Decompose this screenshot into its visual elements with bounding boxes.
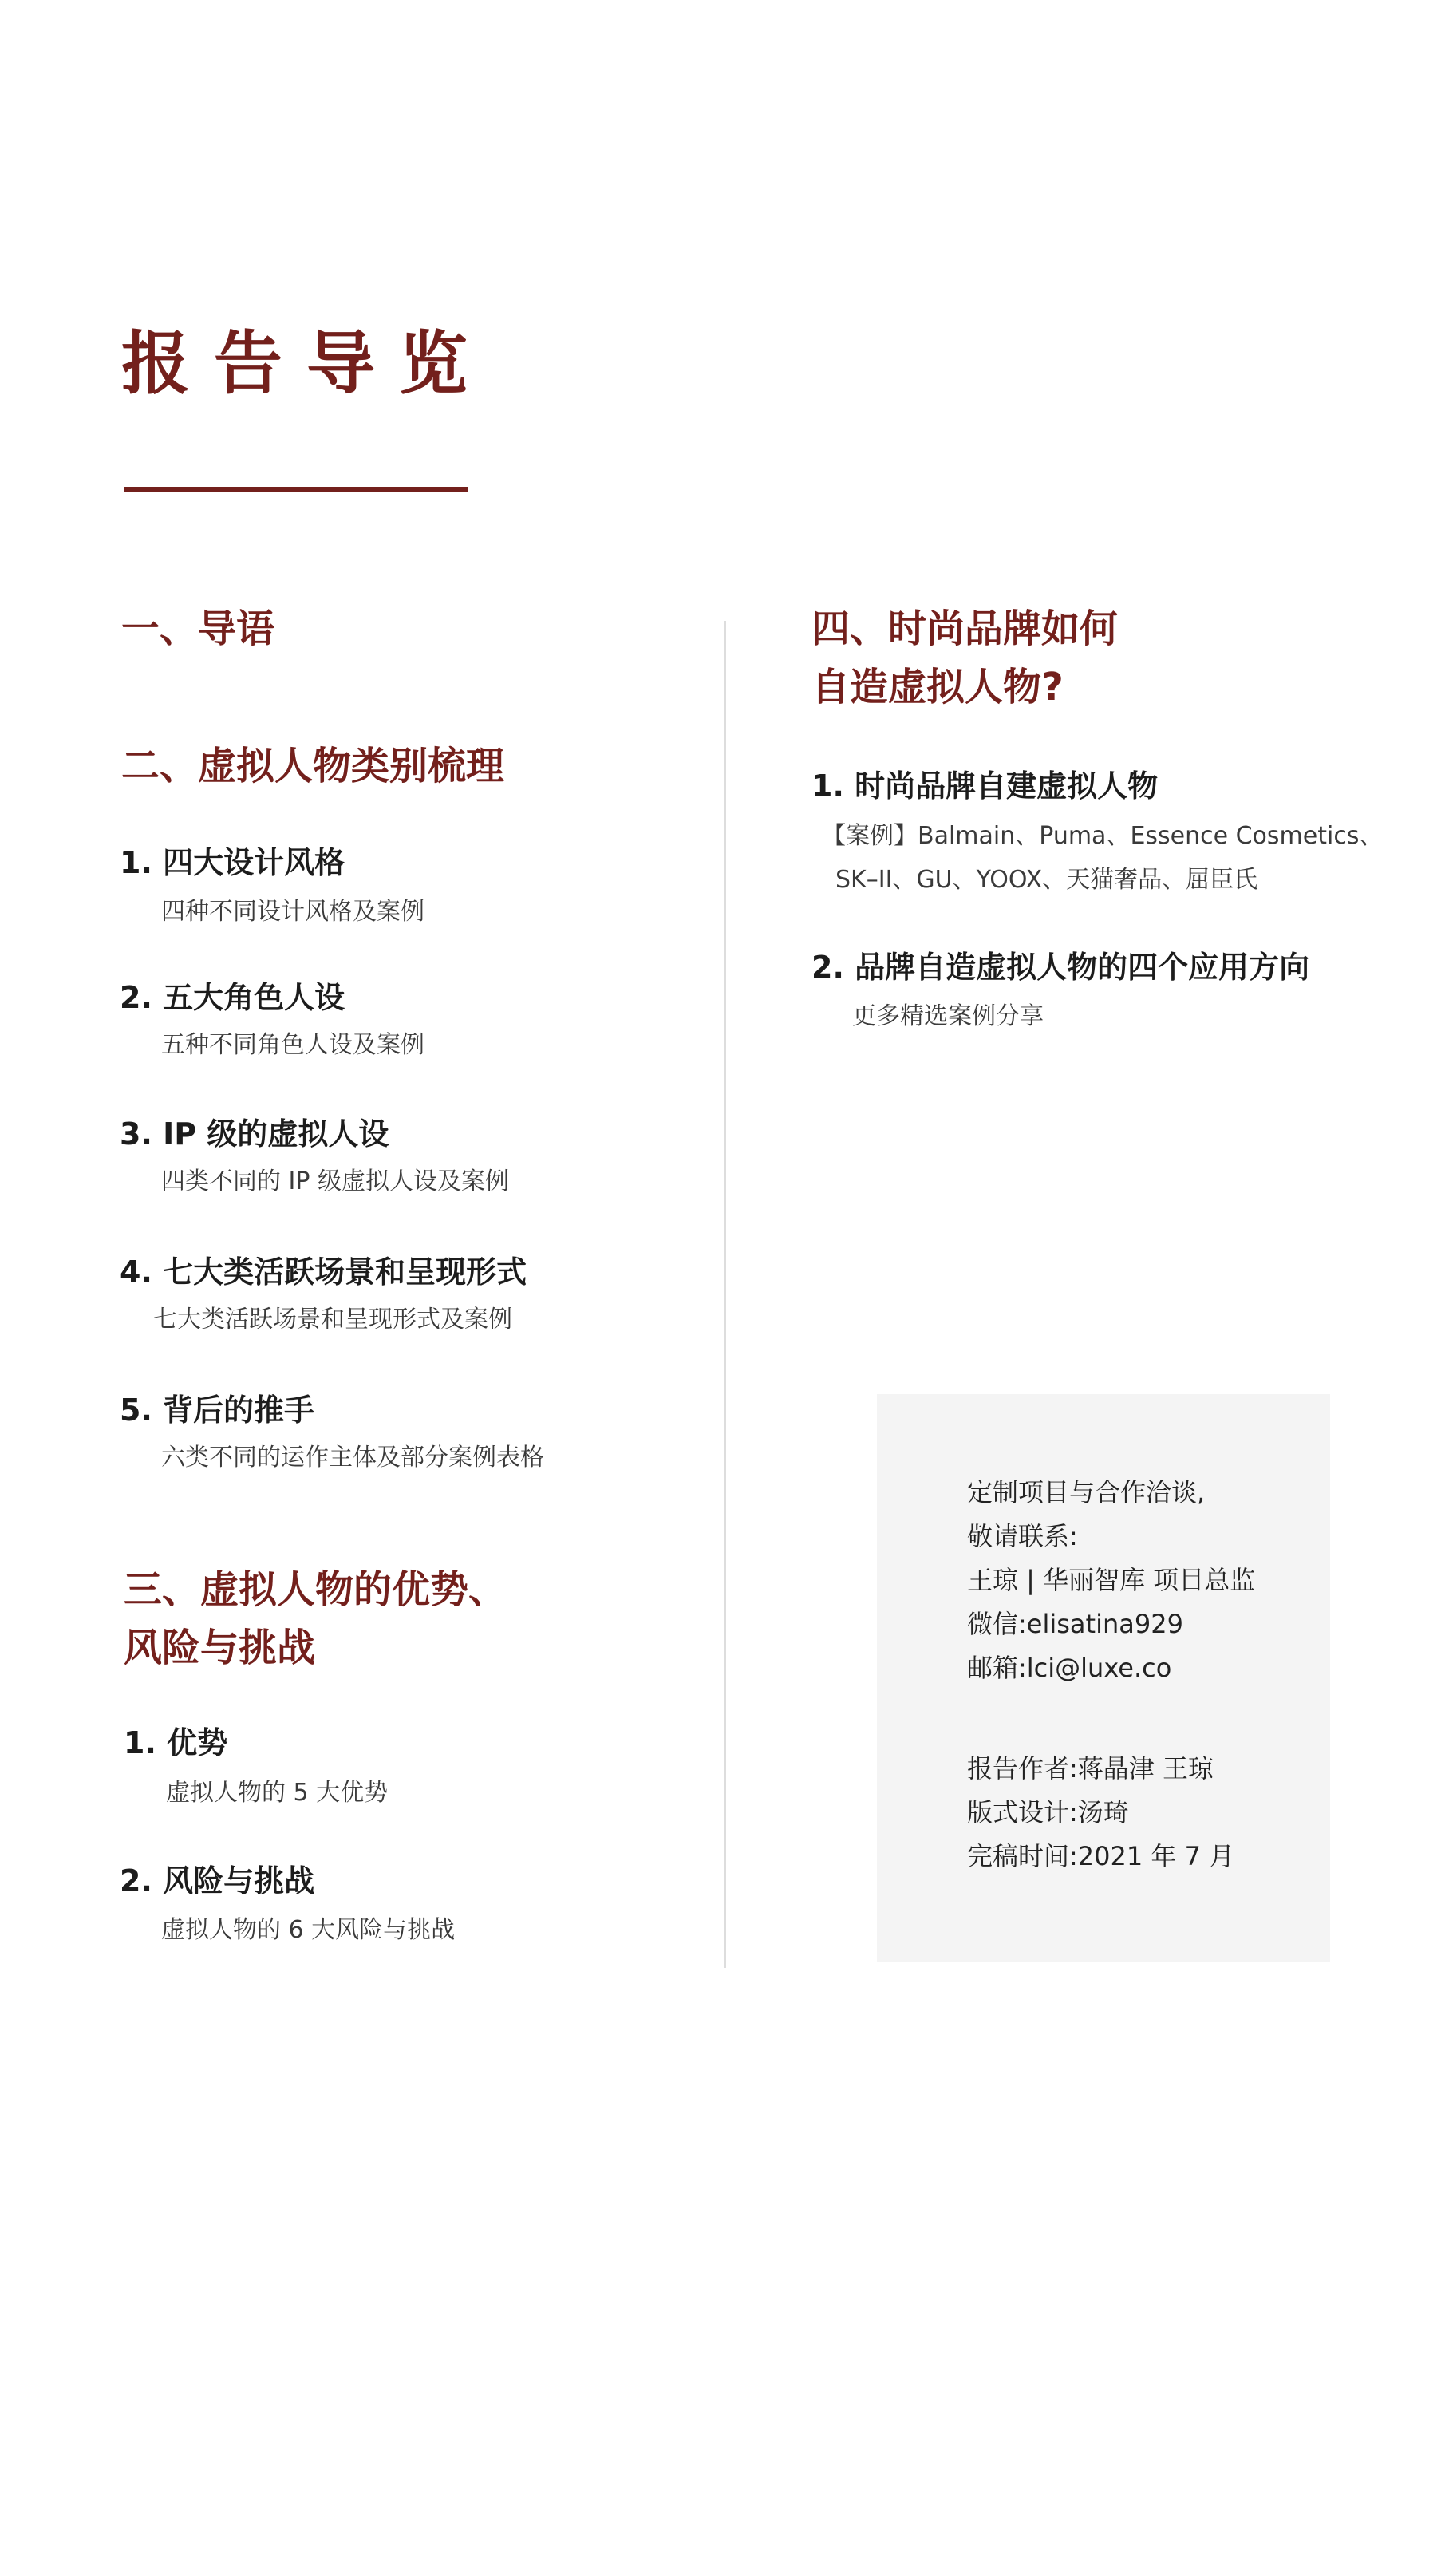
credit-line: 完稿时间:2021 年 7 月 bbox=[967, 1841, 1235, 1871]
section-heading-intro: 一、导语 bbox=[121, 606, 275, 651]
toc-item-title: 4. 七大类活跃场景和呈现形式 bbox=[120, 1254, 527, 1290]
toc-item-title: 5. 背后的推手 bbox=[120, 1393, 315, 1428]
section-heading-fashion-brands-line2: 自造虚拟人物? bbox=[811, 665, 1064, 709]
toc-item-title: 2. 品牌自造虚拟人物的四个应用方向 bbox=[811, 950, 1310, 985]
section-heading-fashion-brands: 四、时尚品牌如何 bbox=[811, 606, 1119, 651]
toc-item-desc: SK–II、GU、YOOX、天猫奢品、屈臣氏 bbox=[835, 866, 1258, 894]
credit-line: 版式设计:汤琦 bbox=[967, 1797, 1129, 1827]
contact-wechat: 微信:elisatina929 bbox=[967, 1609, 1183, 1639]
toc-item-desc: 【案例】Balmain、Puma、Essence Cosmetics、 bbox=[822, 822, 1384, 850]
toc-item-desc: 更多精选案例分享 bbox=[852, 1002, 1044, 1030]
toc-item-desc: 四种不同设计风格及案例 bbox=[161, 898, 424, 926]
toc-item-desc: 五种不同角色人设及案例 bbox=[161, 1031, 424, 1059]
section-heading-categories: 二、虚拟人物类别梳理 bbox=[121, 744, 505, 788]
title-underline bbox=[124, 487, 468, 492]
contact-line: 敬请联系: bbox=[967, 1521, 1078, 1551]
section-heading-advantages-line2: 风险与挑战 bbox=[124, 1626, 316, 1670]
toc-item-desc: 虚拟人物的 5 大优势 bbox=[166, 1779, 389, 1807]
contact-email: 邮箱:lci@luxe.co bbox=[967, 1653, 1172, 1683]
toc-item-title: 2. 风险与挑战 bbox=[120, 1863, 315, 1898]
toc-item-title: 1. 四大设计风格 bbox=[120, 845, 345, 880]
column-divider bbox=[724, 621, 726, 1968]
toc-item-title: 1. 时尚品牌自建虚拟人物 bbox=[811, 768, 1159, 804]
toc-item-desc: 四类不同的 IP 级虚拟人设及案例 bbox=[161, 1167, 510, 1195]
toc-item-desc: 七大类活跃场景和呈现形式及案例 bbox=[153, 1306, 512, 1333]
toc-item-desc: 虚拟人物的 6 大风险与挑战 bbox=[161, 1916, 456, 1944]
contact-line: 王琼 | 华丽智库 项目总监 bbox=[967, 1565, 1256, 1595]
toc-item-title: 3. IP 级的虚拟人设 bbox=[120, 1116, 389, 1152]
toc-item-desc: 六类不同的运作主体及部分案例表格 bbox=[161, 1444, 544, 1472]
contact-line: 定制项目与合作洽谈, bbox=[967, 1477, 1206, 1507]
page-title: 报告导览 bbox=[121, 324, 492, 404]
section-heading-advantages: 三、虚拟人物的优势、 bbox=[124, 1567, 507, 1612]
toc-item-title: 2. 五大角色人设 bbox=[120, 980, 345, 1015]
credit-line: 报告作者:蒋晶津 王琼 bbox=[967, 1753, 1214, 1784]
toc-item-title: 1. 优势 bbox=[124, 1725, 228, 1760]
